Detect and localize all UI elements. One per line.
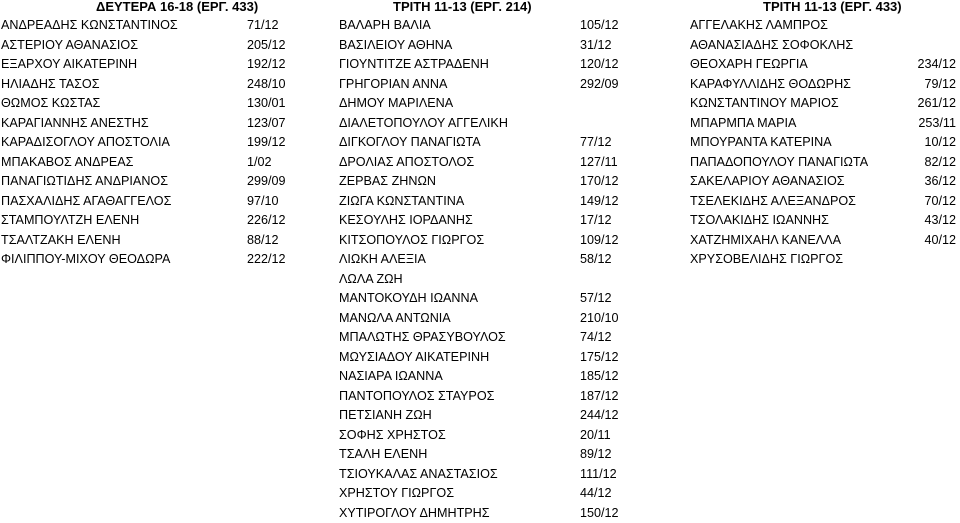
student-row	[1, 55, 301, 75]
student-row	[339, 192, 639, 212]
student-row	[1, 114, 301, 134]
student-name: ΔΡΟΛΙΑΣ ΑΠΟΣΤΟΛΟΣ	[339, 153, 474, 173]
student-name: ΣΑΚΕΛΑΡΙΟΥ ΑΘΑΝΑΣΙΟΣ	[690, 172, 845, 192]
group-header-tuesday-433: ΤΡΙΤΗ 11-13 (ΕΡΓ. 433)	[763, 0, 902, 14]
student-name: ΚΑΡΑΓΙΑΝΝΗΣ ΑΝΕΣΤΗΣ	[1, 114, 149, 134]
student-row	[339, 387, 639, 407]
student-row	[339, 172, 639, 192]
student-name: ΔΙΑΛΕΤΟΠΟΥΛΟΥ ΑΓΓΕΛΙΚΗ	[339, 114, 508, 134]
student-row	[339, 445, 639, 465]
student-name: ΘΕΟΧΑΡΗ ΓΕΩΡΓΙΑ	[690, 55, 808, 75]
registration-number: 150/12	[580, 504, 619, 523]
student-row	[1, 211, 301, 231]
student-name: ΦΙΛΙΠΠΟΥ-ΜΙΧΟΥ ΘΕΟΔΩΡΑ	[1, 250, 170, 270]
registration-number: 77/12	[580, 133, 612, 153]
student-name: ΜΠΟΥΡΑΝΤΑ ΚΑΤΕΡΙΝΑ	[690, 133, 832, 153]
registration-number: 82/12	[924, 153, 956, 173]
student-name: ΚΙΤΣΟΠΟΥΛΟΣ ΓΙΩΡΓΟΣ	[339, 231, 484, 251]
student-row	[1, 153, 301, 173]
student-row	[339, 75, 639, 95]
student-name: ΤΣΕΛΕΚΙΔΗΣ ΑΛΕΞΑΝΔΡΟΣ	[690, 192, 856, 212]
student-name: ΝΑΣΙΑΡΑ ΙΩΑΝΝΑ	[339, 367, 443, 387]
student-name: ΔΗΜΟΥ ΜΑΡΙΛΕΝΑ	[339, 94, 453, 114]
student-list-monday	[1, 16, 301, 270]
student-row	[339, 114, 639, 134]
registration-number: 127/11	[580, 153, 618, 173]
student-row	[339, 406, 639, 426]
student-name: ΓΡΗΓΟΡΙΑΝ ΑΝΝΑ	[339, 75, 447, 95]
student-row	[339, 504, 639, 523]
student-name: ΒΑΛΑΡΗ ΒΑΛΙΑ	[339, 16, 431, 36]
student-row	[1, 250, 301, 270]
registration-number: 185/12	[580, 367, 619, 387]
student-name: ΚΑΡΑΦΥΛΛΙΔΗΣ ΘΟΔΩΡΗΣ	[690, 75, 851, 95]
student-row	[1, 231, 301, 251]
registration-number: 205/12	[247, 36, 286, 56]
student-list-tuesday-214	[339, 16, 639, 523]
registration-number: 74/12	[580, 328, 612, 348]
student-name: ΗΛΙΑΔΗΣ ΤΑΣΟΣ	[1, 75, 100, 95]
student-row	[1, 192, 301, 212]
registration-number: 58/12	[580, 250, 612, 270]
registration-number: 175/12	[580, 348, 619, 368]
student-row	[690, 94, 960, 114]
registration-number: 234/12	[917, 55, 956, 75]
student-name: ΘΩΜΟΣ ΚΩΣΤΑΣ	[1, 94, 100, 114]
student-name: ΔΙΓΚΟΓΛΟΥ ΠΑΝΑΓΙΩΤΑ	[339, 133, 481, 153]
student-row	[339, 133, 639, 153]
student-row	[339, 328, 639, 348]
registration-number: 244/12	[580, 406, 619, 426]
student-row	[339, 55, 639, 75]
student-name: ΤΣΑΛΗ ΕΛΕΝΗ	[339, 445, 427, 465]
registration-number: 79/12	[924, 75, 956, 95]
student-row	[1, 94, 301, 114]
registration-number: 89/12	[580, 445, 612, 465]
student-name: ΑΝΔΡΕΑΔΗΣ ΚΩΝΣΤΑΝΤΙΝΟΣ	[1, 16, 178, 36]
student-row	[690, 153, 960, 173]
student-name: ΧΑΤΖΗΜΙΧΑΗΛ ΚΑΝΕΛΛΑ	[690, 231, 841, 251]
student-row	[690, 114, 960, 134]
registration-number: 88/12	[247, 231, 279, 251]
registration-number: 1/02	[247, 153, 272, 173]
registration-number: 261/12	[917, 94, 956, 114]
student-name: ΜΑΝΤΟΚΟΥΔΗ ΙΩΑΝΝΑ	[339, 289, 478, 309]
student-name: ΣΟΦΗΣ ΧΡΗΣΤΟΣ	[339, 426, 446, 446]
group-header-monday: ΔΕΥΤΕΡΑ 16-18 (ΕΡΓ. 433)	[96, 0, 258, 14]
student-row	[690, 172, 960, 192]
student-name: ΜΑΝΩΛΑ ΑΝΤΩΝΙΑ	[339, 309, 451, 329]
registration-number: 299/09	[247, 172, 286, 192]
student-row	[690, 211, 960, 231]
student-row	[339, 36, 639, 56]
registration-number: 111/12	[580, 465, 617, 485]
student-row	[339, 250, 639, 270]
student-name: ΓΙΟΥΝΤΙΤΖΕ ΑΣΤΡΑΔΕΝΗ	[339, 55, 489, 75]
student-name: ΚΩΝΣΤΑΝΤΙΝΟΥ ΜΑΡΙΟΣ	[690, 94, 839, 114]
student-row	[339, 289, 639, 309]
student-name: ΜΠΑΚΑΒΟΣ ΑΝΔΡΕΑΣ	[1, 153, 133, 173]
registration-number: 20/11	[580, 426, 611, 446]
student-row	[339, 94, 639, 114]
student-row	[1, 133, 301, 153]
student-name: ΑΣΤΕΡΙΟΥ ΑΘΑΝΑΣΙΟΣ	[1, 36, 138, 56]
student-row	[1, 75, 301, 95]
student-name: ΛΙΩΚΗ ΑΛΕΞΙΑ	[339, 250, 426, 270]
student-row	[339, 426, 639, 446]
student-row	[339, 367, 639, 387]
student-row	[690, 192, 960, 212]
registration-number: 43/12	[924, 211, 956, 231]
student-row	[690, 250, 960, 270]
student-name: ΤΣΙΟΥΚΑΛΑΣ ΑΝΑΣΤΑΣΙΟΣ	[339, 465, 498, 485]
registration-number: 248/10	[247, 75, 286, 95]
student-name: ΣΤΑΜΠΟΥΛΤΖΗ ΕΛΕΝΗ	[1, 211, 139, 231]
student-name: ΜΠΑΡΜΠΑ ΜΑΡΙΑ	[690, 114, 796, 134]
student-name: ΠΕΤΣΙΑΝΗ ΖΩΗ	[339, 406, 432, 426]
student-name: ΚΕΣΟΥΛΗΣ ΙΟΡΔΑΝΗΣ	[339, 211, 473, 231]
student-row	[339, 211, 639, 231]
registration-number: 226/12	[247, 211, 286, 231]
student-name: ΜΠΑΛΩΤΗΣ ΘΡΑΣΥΒΟΥΛΟΣ	[339, 328, 506, 348]
student-row	[690, 55, 960, 75]
student-name: ΒΑΣΙΛΕΙΟΥ ΑΘΗΝΑ	[339, 36, 452, 56]
registration-number: 210/10	[580, 309, 619, 329]
registration-number: 31/12	[580, 36, 612, 56]
student-list-tuesday-433	[690, 16, 960, 270]
student-name: ΧΥΤΙΡΟΓΛΟΥ ΔΗΜΗΤΡΗΣ	[339, 504, 490, 523]
registration-number: 71/12	[247, 16, 279, 36]
registration-number: 17/12	[580, 211, 612, 231]
registration-number: 199/12	[247, 133, 286, 153]
student-row	[339, 484, 639, 504]
registration-number: 123/07	[247, 114, 286, 134]
student-row	[690, 36, 960, 56]
registration-number: 120/12	[580, 55, 619, 75]
registration-number: 192/12	[247, 55, 286, 75]
student-row	[1, 16, 301, 36]
student-row	[339, 153, 639, 173]
student-name: ΤΣΑΛΤΖΑΚΗ ΕΛΕΝΗ	[1, 231, 121, 251]
student-row	[339, 270, 639, 290]
student-row	[339, 465, 639, 485]
registration-number: 44/12	[580, 484, 612, 504]
student-name: ΠΑΣΧΑΛΙΔΗΣ ΑΓΑΘΑΓΓΕΛΟΣ	[1, 192, 171, 212]
registration-number: 253/11	[918, 114, 956, 134]
student-row	[1, 172, 301, 192]
student-row	[690, 231, 960, 251]
student-row	[1, 36, 301, 56]
student-name: ΑΘΑΝΑΣΙΑΔΗΣ ΣΟΦΟΚΛΗΣ	[690, 36, 853, 56]
student-name: ΕΞΑΡΧΟΥ ΑΙΚΑΤΕΡΙΝΗ	[1, 55, 137, 75]
registration-number: 187/12	[580, 387, 619, 407]
registration-number: 10/12	[924, 133, 956, 153]
registration-number: 170/12	[580, 172, 619, 192]
registration-number: 130/01	[247, 94, 286, 114]
registration-number: 222/12	[247, 250, 286, 270]
student-row	[690, 75, 960, 95]
student-name: ΖΕΡΒΑΣ ΖΗΝΩΝ	[339, 172, 436, 192]
registration-number: 149/12	[580, 192, 619, 212]
registration-number: 70/12	[924, 192, 956, 212]
registration-number: 36/12	[924, 172, 956, 192]
student-row	[339, 348, 639, 368]
student-name: ΠΑΝΤΟΠΟΥΛΟΣ ΣΤΑΥΡΟΣ	[339, 387, 494, 407]
student-row	[339, 309, 639, 329]
student-row	[690, 133, 960, 153]
registration-number: 57/12	[580, 289, 612, 309]
student-name: ΜΩΥΣΙΑΔΟΥ ΑΙΚΑΤΕΡΙΝΗ	[339, 348, 489, 368]
group-header-tuesday-214: ΤΡΙΤΗ 11-13 (ΕΡΓ. 214)	[393, 0, 532, 14]
registration-number: 292/09	[580, 75, 619, 95]
registration-number: 40/12	[924, 231, 956, 251]
student-name: ΠΑΝΑΓΙΩΤΙΔΗΣ ΑΝΔΡΙΑΝΟΣ	[1, 172, 168, 192]
registration-number: 105/12	[580, 16, 619, 36]
registration-number: 97/10	[247, 192, 279, 212]
student-name: ΧΡΗΣΤΟΥ ΓΙΩΡΓΟΣ	[339, 484, 454, 504]
student-name: ΖΙΩΓΑ ΚΩΝΣΤΑΝΤΙΝΑ	[339, 192, 464, 212]
student-name: ΤΣΟΛΑΚΙΔΗΣ ΙΩΑΝΝΗΣ	[690, 211, 829, 231]
registration-number: 109/12	[580, 231, 619, 251]
student-name: ΚΑΡΑΔΙΣΟΓΛΟΥ ΑΠΟΣΤΟΛΙΑ	[1, 133, 170, 153]
student-row	[690, 16, 960, 36]
student-name: ΧΡΥΣΟΒΕΛΙΔΗΣ ΓΙΩΡΓΟΣ	[690, 250, 843, 270]
student-name: ΠΑΠΑΔΟΠΟΥΛΟΥ ΠΑΝΑΓΙΩΤΑ	[690, 153, 868, 173]
student-name: ΛΩΛΑ ΖΩΗ	[339, 270, 403, 290]
student-row	[339, 16, 639, 36]
student-row	[339, 231, 639, 251]
student-name: ΑΓΓΕΛΑΚΗΣ ΛΑΜΠΡΟΣ	[690, 16, 828, 36]
